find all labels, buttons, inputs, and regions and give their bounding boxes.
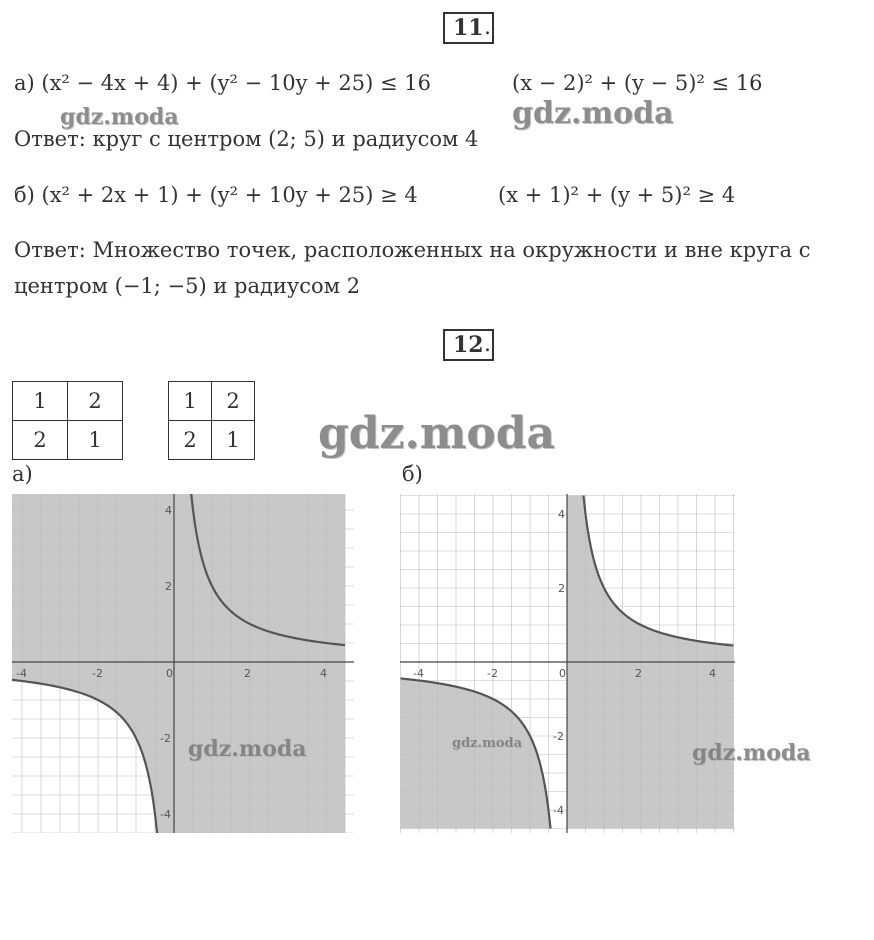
x-tick-label: -2 [487,667,498,680]
task-11a-equation-1: а) (x² − 4x + 4) + (y² − 10y + 25) ≤ 16 [14,71,431,95]
task-12-dot: . [484,332,491,357]
table-b [168,381,255,460]
y-tick-label: 2 [165,580,172,593]
table-a-cell: 2 [68,382,123,421]
x-tick-label: -4 [413,667,424,680]
table-b-cell: 1 [169,382,212,421]
x-tick-label: -2 [92,667,103,680]
y-tick-label: -4 [553,804,564,817]
watermark: gdz.moda [60,104,179,130]
table-b-cell: 2 [169,421,212,460]
plot-a [12,494,354,833]
plot-b-label: б) [402,462,423,486]
watermark: gdz.moda [452,736,523,751]
table-a [12,381,123,460]
task-12-number: 12 [443,329,494,361]
x-tick-label: 0 [559,667,566,680]
x-tick-label: 2 [244,667,251,680]
x-tick-label: 4 [320,667,327,680]
task-11b-answer-line-1: Ответ: Множество точек, расположенных на окружности и вне круга с [14,238,811,262]
y-tick-label: -2 [160,732,171,745]
shaded-region [401,678,551,828]
x-tick-label: 4 [709,667,716,680]
task-11-number: 11 [443,12,494,44]
y-tick-label: 2 [558,582,565,595]
y-tick-label: 4 [165,504,172,517]
y-tick-label: -2 [553,730,564,743]
task-11-dot: . [484,15,491,40]
x-tick-label: 2 [635,667,642,680]
y-tick-label: -4 [160,808,171,821]
table-a-cell: 2 [13,421,68,460]
watermark: gdz.moda [318,408,556,459]
table-a-cell: 1 [13,382,68,421]
table-b-cell: 2 [212,382,255,421]
y-tick-label: 4 [558,508,565,521]
task-11b-equation-2: (x + 1)² + (y + 5)² ≥ 4 [498,183,736,207]
task-11b-answer-line-2: центром (−1; −5) и радиусом 2 [14,274,361,298]
x-tick-label: -4 [16,667,27,680]
plot-a-label: а) [12,462,33,486]
task-11a-answer: Ответ: круг с центром (2; 5) и радиусом 4 [14,127,479,151]
table-b-cell: 1 [212,421,255,460]
task-11a-equation-2: (x − 2)² + (y − 5)² ≤ 16 [512,71,763,95]
watermark: gdz.moda [692,740,811,766]
watermark: gdz.moda [512,96,674,131]
watermark: gdz.moda [188,736,307,762]
table-a-cell: 1 [68,421,123,460]
plot-b [400,494,735,833]
task-11b-equation-1: б) (x² + 2x + 1) + (y² + 10y + 25) ≥ 4 [14,183,418,207]
x-tick-label: 0 [166,667,173,680]
